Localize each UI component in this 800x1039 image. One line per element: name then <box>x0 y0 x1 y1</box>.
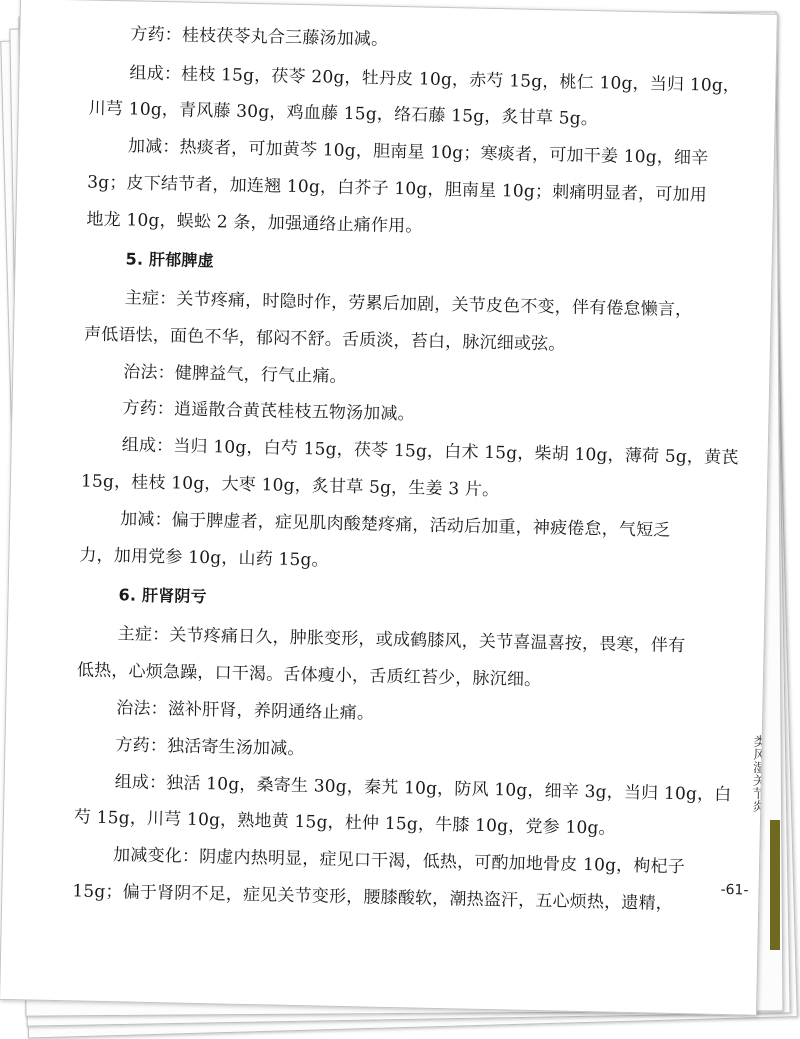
text-line: 组成：桂枝 15g，茯苓 20g，牡丹皮 10g，赤芍 15g，桃仁 10g，当归 10g， <box>129 63 741 97</box>
text-line: 川芎 10g，青风藤 30g，鸡血藤 15g，络石藤 15g，炙甘草 5g。 <box>88 98 599 130</box>
cover-edge-right <box>770 820 780 950</box>
text-line: 加减：热痰者，可加黄芩 10g，胆南星 10g；寒痰者，可加干姜 10g，细辛 <box>127 136 709 169</box>
section-heading: 5. 肝郁脾虚 <box>125 249 215 271</box>
text-line: 15g；偏于肾阴不足，症见关节变形，腰膝酸软，潮热盗汗，五心烦热，遗精， <box>72 881 674 914</box>
text-line: 声低语怯，面色不华，郁闷不舒。舌质淡，苔白，脉沉细或弦。 <box>83 324 566 355</box>
text-line: 芍 15g，川芎 10g，熟地黄 15g，杜仲 15g，牛膝 10g，党参 10g。 <box>73 807 616 839</box>
text-line: 3g；皮下结节者，加连翘 10g，白芥子 10g，胆南星 10g；刺痛明显者，可加用 <box>87 172 708 206</box>
text-line: 加减变化：阴虚内热明显，症见口干渴，低热，可酌加地骨皮 10g，枸杞子 <box>112 845 686 878</box>
text-line: 方药：逍遥散合黄芪桂枝五物汤加减。 <box>122 398 416 425</box>
text-line: 低热，心烦急躁，口干渴。舌体瘦小，舌质红苔少，脉沉细。 <box>76 660 542 691</box>
chapter-side-tab: 类风湿关节炎 <box>749 734 766 813</box>
text-line: 组成：当归 10g，白芍 15g，茯苓 15g，白术 15g，柴胡 10g，薄荷 5g，黄芪 <box>121 435 739 469</box>
section-heading: 6. 肝肾阴亏 <box>118 585 207 607</box>
text-line: 方药：独活寄生汤加减。 <box>115 735 305 760</box>
text-line: 地龙 10g，蜈蚣 2 条，加强通络止痛作用。 <box>86 209 423 237</box>
page-number: -61- <box>720 881 749 899</box>
text-line: 加减：偏于脾虚者，症见肌肉酸楚疼痛，活动后加重，神疲倦怠，气短乏 <box>119 509 671 541</box>
text-line: 主症：关节疼痛日久，肿胀变形，或成鹤膝风，关节喜温喜按，畏寒，伴有 <box>117 624 686 657</box>
text-line: 治法：滋补肝肾，养阴通络止痛。 <box>116 698 375 724</box>
text-line: 方药：桂枝茯苓丸合三藤汤加减。 <box>130 24 389 50</box>
text-line: 主症：关节疼痛，时隐时作，劳累后加剧，关节皮色不变，伴有倦怠懒言， <box>124 288 693 321</box>
text-line: 力，加用党参 10g，山药 15g。 <box>79 545 330 571</box>
text-line: 组成：独活 10g，桑寄生 30g，秦艽 10g，防风 10g，细辛 3g，当归 10g，白 <box>114 772 732 806</box>
text-line: 治法：健脾益气，行气止痛。 <box>123 362 348 387</box>
text-line: 15g，桂枝 10g，大枣 10g，炙甘草 5g，生姜 3 片。 <box>80 471 500 501</box>
